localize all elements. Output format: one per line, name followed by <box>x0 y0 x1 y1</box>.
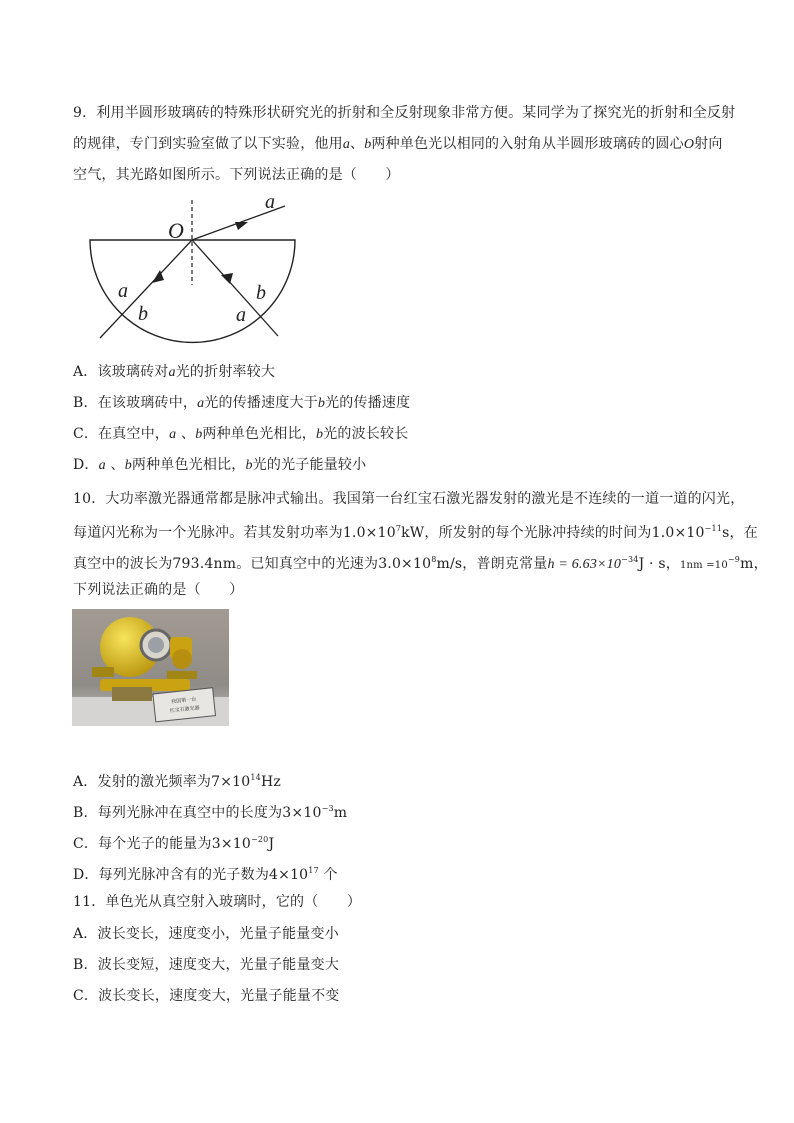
label-a-out: a <box>265 191 275 213</box>
q10-stem-line4: 下列说法正确的是（ ） <box>73 582 244 598</box>
q9-stem-line1: 9．利用半圆形玻璃砖的特殊形状研究光的折射和全反射现象非常方便。某同学为了探究光的折射和全反射 <box>73 105 736 121</box>
q9-option-b: B．在该玻璃砖中，a光的传播速度大于b光的传播速度 <box>73 395 411 411</box>
q9-stem-line2: 的规律，专门到实验室做了以下实验，他用a、b两种单色光以相同的入射角从半圆形玻璃砖的圆心O射向 <box>73 136 723 152</box>
exhibit-plaque <box>153 688 216 722</box>
q10-stem-line1: 10．大功率激光器通常都是脉冲式输出。我国第一台红宝石激光器发射的激光是不连续的一道一道的闪光， <box>73 491 745 507</box>
label-b-out: b <box>256 282 266 304</box>
q10-option-d: D．每列光脉冲含有的光子数为$4\times 10^{17}$ 个 <box>73 866 338 883</box>
q10-option-a: A．发射的激光频率为$7\times 10^{14}Hz$ <box>73 773 281 790</box>
q11-option-c: C．波长变长，速度变大，光量子能量不变 <box>73 988 340 1004</box>
label-O: O <box>168 218 184 243</box>
label-b-in: b <box>138 303 148 325</box>
ruby-laser-photo <box>72 609 229 726</box>
q10-stem-line3: 真空中的波长为793.4nm。已知真空中的光速为$3.0\times 10^8m/s$，普朗克常量$h = 6.63\times 10^{-34}J \cdot s$，$1nm =10^{-9}m$， <box>73 555 768 572</box>
q11-option-b: B．波长变短，速度变大，光量子能量变大 <box>73 957 340 973</box>
plaque-line2: 红宝石激光器 <box>169 705 200 715</box>
q10-option-b: B．每列光脉冲在真空中的长度为$3\times 10^{-3}m$ <box>73 804 348 821</box>
plaque-line1: 我国第一台 <box>171 696 197 706</box>
label-a-out2: a <box>236 304 246 326</box>
q9-option-c: C．在真空中，a 、b两种单色光相比，b光的波长较长 <box>73 426 409 442</box>
q9-option-d: D．a 、b两种单色光相比，b光的光子能量较小 <box>73 457 367 473</box>
refracted-arrow-icon <box>235 222 248 230</box>
q9-option-a: A．该玻璃砖对a光的折射率较大 <box>73 364 276 380</box>
q10-option-c: C．每个光子的能量为$3\times 10^{-20}J$ <box>73 835 275 852</box>
q9-semicircle-diagram <box>80 190 310 355</box>
q10-stem-line2: 每道闪光称为一个光脉冲。若其发射功率为$1.0\times 10^7kW$，所发射的每个光脉冲持续的时间为$1.0\times 10^{-11}s$，在 <box>73 524 758 541</box>
q11-stem: 11．单色光从真空射入玻璃时，它的（ ） <box>73 894 362 910</box>
q9-stem-line3: 空气，其光路如图所示。下列说法正确的是（ ） <box>73 167 400 183</box>
q11-option-a: A．波长变长，速度变小，光量子能量变小 <box>73 926 339 942</box>
label-a-in: a <box>118 280 128 302</box>
